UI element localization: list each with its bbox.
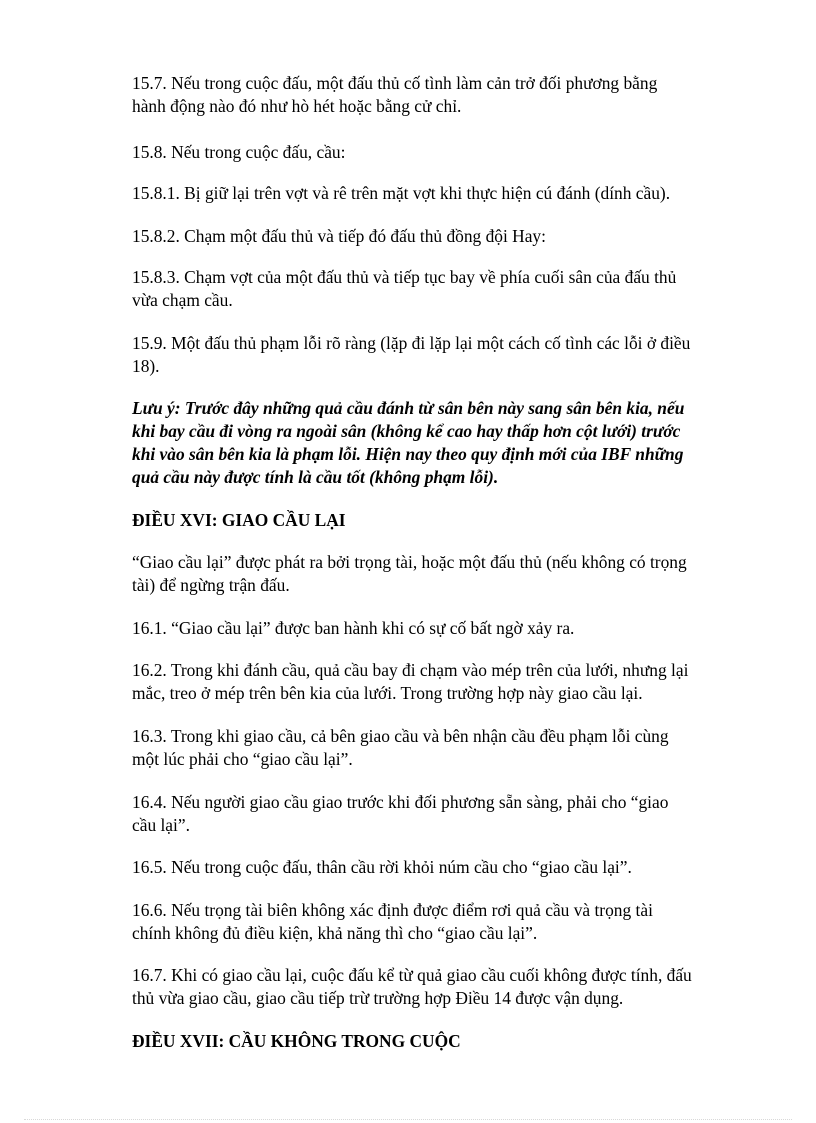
paragraph-16-1: 16.1. “Giao cầu lại” được ban hành khi có sự cố bất ngờ xảy ra. bbox=[132, 618, 575, 638]
paragraph-15-8: 15.8. Nếu trong cuộc đấu, cầu: bbox=[132, 142, 346, 162]
note-paragraph: Lưu ý: Trước đây những quả cầu đánh từ sân bên này sang sân bên kia, nếu khi bay cầu đi vòng ra ngoài sân (không kể cao hay thấp hơn cột lưới) trước khi vào sân bên kia là phạm lỗi. Hiện nay theo quy định mới của IBF những quả cầu này được tính là cầu tốt (không phạm lỗi). bbox=[132, 398, 685, 487]
section-heading-xvi: ĐIỀU XVI: GIAO CẦU LẠI bbox=[132, 510, 346, 530]
paragraph-16-intro: “Giao cầu lại” được phát ra bởi trọng tài, hoặc một đấu thủ (nếu không có trọng tài) để ngừng trận đấu. bbox=[132, 552, 687, 595]
page-bottom-divider bbox=[24, 1119, 792, 1120]
paragraph-16-5: 16.5. Nếu trong cuộc đấu, thân cầu rời khỏi núm cầu cho “giao cầu lại”. bbox=[132, 857, 632, 877]
paragraph-15-8-2: 15.8.2. Chạm một đấu thủ và tiếp đó đấu thủ đồng đội Hay: bbox=[132, 226, 546, 246]
paragraph-16-4: 16.4. Nếu người giao cầu giao trước khi đối phương sẵn sàng, phải cho “giao cầu lại”. bbox=[132, 792, 669, 835]
paragraph-16-6: 16.6. Nếu trọng tài biên không xác định được điểm rơi quả cầu và trọng tài chính không đủ điều kiện, khả năng thì cho “giao cầu lại”. bbox=[132, 900, 653, 943]
paragraph-15-7: 15.7. Nếu trong cuộc đấu, một đấu thủ cố tình làm cản trở đối phương bằng hành động nào đó như hò hét hoặc bằng cử chỉ. bbox=[132, 73, 658, 116]
paragraph-16-2: 16.2. Trong khi đánh cầu, quả cầu bay đi chạm vào mép trên của lưới, nhưng lại mắc, treo ở mép trên bên kia của lưới. Trong trường hợp này giao cầu lại. bbox=[132, 660, 689, 703]
section-heading-xvii: ĐIỀU XVII: CẦU KHÔNG TRONG CUỘC bbox=[132, 1031, 461, 1051]
paragraph-15-9: 15.9. Một đấu thủ phạm lỗi rõ ràng (lặp đi lặp lại một cách cố tình các lỗi ở điều 18). bbox=[132, 333, 691, 376]
paragraph-16-7: 16.7. Khi có giao cầu lại, cuộc đấu kể từ quả giao cầu cuối không được tính, đấu thủ vừa giao cầu, giao cầu tiếp trừ trường hợp Điều 14 được vận dụng. bbox=[132, 965, 692, 1008]
paragraph-15-8-3: 15.8.3. Chạm vợt của một đấu thủ và tiếp tục bay về phía cuối sân của đấu thủ vừa chạm cầu. bbox=[132, 267, 677, 310]
paragraph-16-3: 16.3. Trong khi giao cầu, cả bên giao cầu và bên nhận cầu đều phạm lỗi cùng một lúc phải cho “giao cầu lại”. bbox=[132, 726, 669, 769]
paragraph-15-8-1: 15.8.1. Bị giữ lại trên vợt và rê trên mặt vợt khi thực hiện cú đánh (dính cầu). bbox=[132, 183, 671, 203]
